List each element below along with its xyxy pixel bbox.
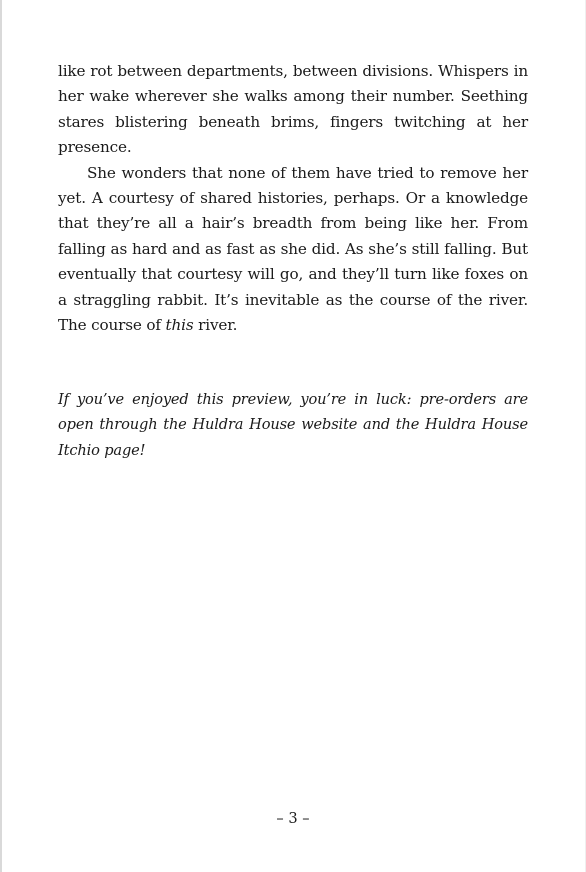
body-text [58,59,528,338]
page-number: – 3 – [276,810,310,827]
emphasis-this: this [165,316,194,335]
paragraph-2-text: She wonders that none of them have tried to remove her yet. A courtesy of shared histories, perhaps. Or a knowledge that they’re all a hair’s breadth from being like her. From falling as hard and as fast as she did. As she’s still falling. But eventually that courtesy will go, and they’ll turn like foxes on a straggling rabbit. It’s inevitable as the course of the river. The course of [58,163,528,335]
paragraph-1: like rot between departments, between divisions. Whispers in her wake wherever she walks among their number. Seething stares blistering beneath brims, fingers twitching at her presence. [58,62,528,157]
paragraph-2 [58,161,528,339]
preview-note-text: If you’ve enjoyed this preview, you’re in luck: pre-orders are open through the Huldra House website and the Huldra House Itchio page! [58,391,528,459]
page-left-edge [0,0,2,872]
paragraph-2-end: river. [193,316,238,335]
preview-note [58,387,528,463]
